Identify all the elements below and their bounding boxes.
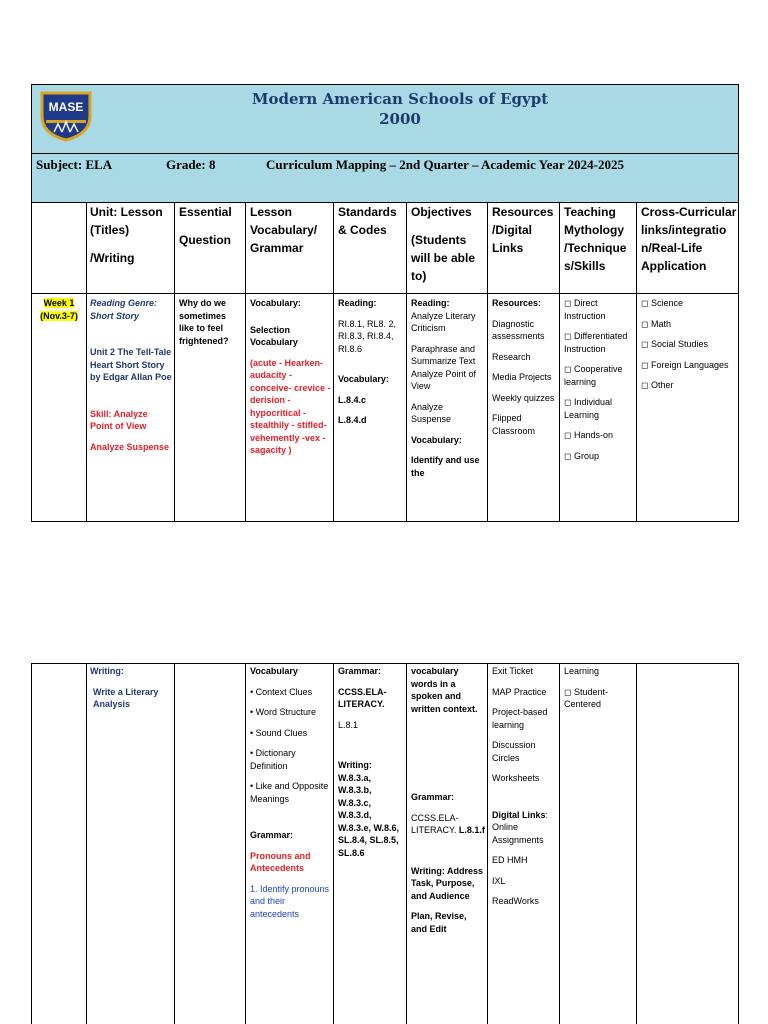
week-dates: (Nov.3-7) [40, 310, 78, 321]
colhead-cross: Cross-Curricular links/integratio n/Real-Life Application [641, 205, 737, 273]
cross-cell [641, 297, 736, 400]
colhead-unit: Unit: Lesson (Titles) /Writing [90, 205, 163, 265]
colhead-vocabulary: Lesson Vocabulary/ Grammar [250, 205, 318, 255]
week-label: Week 1 [43, 298, 75, 308]
row-divider [31, 293, 739, 294]
resources2-cell: Exit Ticket MAP Practice Project-based learning Discussion Circles Worksheets Digital Links: Online Assignments ED HMH IXL ReadWorks [492, 666, 549, 906]
col-divider [86, 202, 87, 522]
col-divider [333, 663, 334, 1024]
checkbox-item: ◻ Direct Instruction [564, 298, 606, 321]
colhead-resources: Resources /Digital Links [492, 205, 554, 255]
digital-links-label: Digital Links [492, 809, 546, 820]
col-divider [174, 663, 175, 1024]
essential-question: Why do we sometimes like to feel frightened? [179, 298, 229, 346]
vocab-word-list: (acute - Hearken- audacity - conceive- crevice -derision - hypocritical - stealthily - stifled- vehemently -vex - sagacity ) [250, 357, 331, 455]
vocab-cell: Vocabulary: Selection Vocabulary (acute - Hearken- audacity - conceive- crevice -derision - hypocritical - stealthily - stifled- vehemently -vex - sagacity ) [250, 298, 331, 455]
grammar-topic: Pronouns and Antecedents [250, 850, 311, 873]
teaching2-cell: Learning ◻ Student-Centered [564, 665, 634, 719]
col-divider [245, 202, 246, 522]
teaching-cell [564, 297, 634, 470]
resources-cell: Resources: Diagnostic assessments Research Media Projects Weekly quizzes Flipped Classroom [492, 298, 555, 436]
colhead-teaching: Teaching Mythology /Technique s/Skills [564, 205, 627, 273]
col-divider [636, 663, 637, 1024]
col-divider [174, 202, 175, 522]
colhead-essential: Essential Question [179, 205, 232, 247]
checkbox-item: ◻ Individual Learning [564, 397, 612, 420]
col-divider [487, 202, 488, 522]
vocab-strategies-cell: Vocabulary • Context Clues • Word Structure • Sound Clues • Dictionary Definition • Like and Opposite Meanings Grammar: Pronouns and Antecedents 1. Identify pronouns and their antecedents [250, 665, 332, 928]
checkbox-item: ◻ Social Studies [641, 339, 709, 349]
table2-border-left [31, 663, 32, 1024]
school-logo [36, 90, 96, 142]
writing-cell: Writing: Write a Literary Analysis [90, 665, 172, 719]
row-divider [31, 153, 739, 154]
checkbox-item: ◻ Math [641, 318, 671, 329]
col-divider [406, 663, 407, 1024]
unit-title: Unit 2 The Tell-Tale Heart Short Story by Edgar Allan Poe [90, 347, 172, 382]
logo-text: MASE [48, 100, 84, 114]
writing-task: Write a Literary Analysis [93, 686, 159, 709]
unit-cell [90, 297, 172, 461]
checkbox-item: ◻ Science [641, 298, 683, 308]
school-name: Modern American Schools of Egypt [251, 90, 549, 108]
skill-point-of-view: Skill: Analyze Point of View [90, 408, 148, 431]
checkbox-item: ◻ Group [564, 450, 599, 461]
col-divider [559, 663, 560, 1024]
table-border-bottom [31, 521, 739, 522]
objectives2-cell: vocabulary words in a spoken and written context. Grammar: CCSS.ELA-LITERACY. L.8.1.f Writing: Address Task, Purpose, and Audience Plan, Revise, and Edit [411, 666, 485, 934]
reading-genre: Reading Genre: Short Story [90, 298, 158, 321]
school-title [200, 89, 600, 129]
mapping-title: Curriculum Mapping – 2nd Quarter – Academic Year 2024-2025 [266, 157, 624, 172]
checkbox-item: ◻ Foreign Languages [641, 359, 729, 370]
checkbox-item: ◻ Differentiated Instruction [564, 331, 628, 354]
standards-cell: Reading: RI.8.1, RL8. 2, RI.8.3, RI.8.4, RI.8.6 Vocabulary: L.8.4.c L.8.4.d [338, 298, 397, 425]
col-divider [406, 202, 407, 522]
col-divider [636, 202, 637, 522]
colhead-objectives: Objectives (Students will be able to) [411, 205, 476, 283]
table-border-left [31, 84, 32, 522]
standards2-cell: Grammar: CCSS.ELA-LITERACY. L.8.1 Writing: W.8.3.a, W.8.3.b, W.8.3.c, W.8.3.d, W.8.3.e, W.8.6, SL.8.4, SL.8.5, SL.8.6 [338, 666, 400, 858]
checkbox-item: ◻ Cooperative learning [564, 364, 623, 387]
col-divider [333, 202, 334, 522]
table-border-top [31, 84, 739, 85]
col-divider [245, 663, 246, 1024]
col-divider [559, 202, 560, 522]
col-divider [487, 663, 488, 1024]
subject-label: Subject: ELA [36, 157, 113, 172]
skill-suspense: Analyze Suspense [90, 441, 170, 452]
col-divider [86, 663, 87, 1024]
table-border-right [738, 84, 739, 522]
table2-border-right [738, 663, 739, 1024]
week-cell [33, 297, 85, 322]
objectives-cell: Reading: Analyze Literary Criticism Paraphrase and Summarize Text Analyze Point of View Analyze Suspense Vocabulary: Identify and use the [411, 298, 480, 478]
school-year: 2000 [379, 110, 421, 128]
checkbox-item: ◻ Hands-on [564, 430, 613, 440]
grade-label: Grade: 8 [166, 157, 216, 172]
checkbox-item: ◻ Other [641, 380, 674, 390]
checkbox-item: ◻ Student-Centered [564, 686, 608, 709]
colhead-standards: Standards & Codes [338, 205, 397, 237]
table2-border-top [31, 663, 739, 664]
